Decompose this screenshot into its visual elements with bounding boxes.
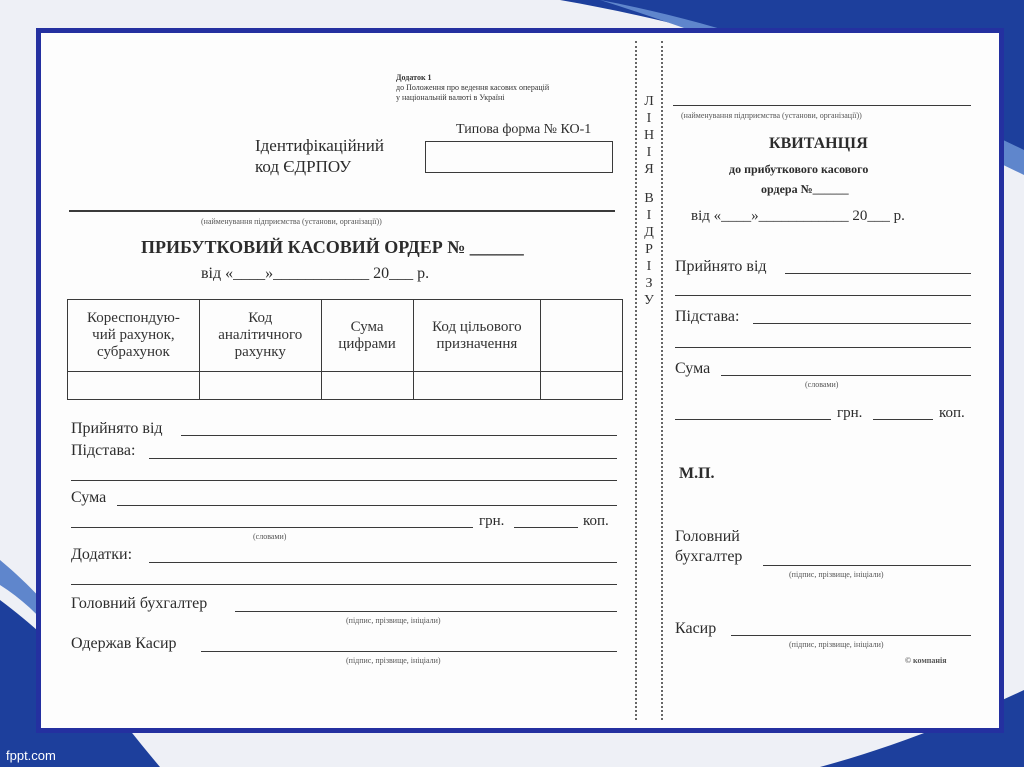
uah-label: грн. xyxy=(479,513,505,529)
receipt-received-from-line[interactable] xyxy=(785,273,971,274)
table-header-row xyxy=(68,300,623,372)
receipt-basis-line[interactable] xyxy=(753,323,971,324)
receipt-amount-line[interactable] xyxy=(721,375,971,376)
cashier-label: Одержав Касир xyxy=(71,635,177,652)
receipt-org-caption: (найменування підприємства (установи, організації)) xyxy=(681,111,862,120)
signature-caption: (підпис, прізвище, ініціали) xyxy=(346,616,441,625)
receipt-basis-label: Підстава: xyxy=(675,308,740,325)
table-cell[interactable] xyxy=(68,372,200,400)
receipt-kop-label: коп. xyxy=(939,405,965,421)
kop-label: коп. xyxy=(583,513,609,529)
table-cell[interactable] xyxy=(199,372,321,400)
receipt-in-words-caption: (словами) xyxy=(805,380,839,389)
receipt-received-from-label: Прийнято від xyxy=(675,258,767,275)
cut-line-left xyxy=(635,41,637,720)
appendix-note: Додаток 1 до Положення про ведення касових операцій у національній валюті в Україні xyxy=(396,73,550,102)
form-number-label: Типова форма № КО-1 xyxy=(456,122,592,137)
receipt-signature-caption: (підпис, прізвище, ініціали) xyxy=(789,570,884,579)
receipt-signature-caption: (підпис, прізвище, ініціали) xyxy=(789,640,884,649)
receipt-title: КВИТАНЦІЯ xyxy=(769,135,868,152)
org-name-line[interactable] xyxy=(69,210,615,212)
receipt-uah-label: грн. xyxy=(837,405,863,421)
receipt-chief-accountant-signature-line[interactable] xyxy=(763,565,971,566)
table-cell[interactable] xyxy=(321,372,413,400)
cut-line-right xyxy=(661,41,663,720)
basis-label: Підстава: xyxy=(71,442,136,459)
table-cell[interactable] xyxy=(413,372,541,400)
receipt-kop-line[interactable] xyxy=(873,419,933,420)
amount-line[interactable] xyxy=(117,505,617,506)
order-date-line: від «____»____________ 20___ р. xyxy=(201,265,430,282)
signature-caption: (підпис, прізвище, ініціали) xyxy=(346,656,441,665)
receipt-basis-line-2[interactable] xyxy=(675,347,971,348)
receipt-org-name-line[interactable] xyxy=(673,105,971,106)
table-row xyxy=(68,372,623,400)
receipt-received-from-line-2[interactable] xyxy=(675,295,971,296)
col-header-blank xyxy=(541,300,623,372)
order-title: ПРИБУТКОВИЙ КАСОВИЙ ОРДЕР № ______ xyxy=(141,237,524,257)
col-header-corr-account: Кореспондую- чий рахунок, субрахунок xyxy=(68,300,200,372)
org-name-caption: (найменування підприємства (установи, організації)) xyxy=(201,217,382,226)
col-header-amount-digits: Сума цифрами xyxy=(321,300,413,372)
accounts-table xyxy=(67,299,623,400)
edrpou-label: Ідентифікаційний код ЄДРПОУ xyxy=(255,136,384,176)
kop-line[interactable] xyxy=(514,527,578,528)
amount-label: Сума xyxy=(71,489,107,506)
in-words-caption: (словами) xyxy=(253,532,287,541)
col-header-purpose-code: Код цільового призначення xyxy=(413,300,541,372)
attachments-line-2[interactable] xyxy=(71,584,617,585)
document-frame xyxy=(36,28,1004,733)
table-cell[interactable] xyxy=(541,372,623,400)
stamp-place-label: М.П. xyxy=(679,465,715,482)
receipt-cashier-signature-line[interactable] xyxy=(731,635,971,636)
chief-accountant-label: Головний бухгалтер xyxy=(71,595,208,612)
amount-line-2[interactable] xyxy=(71,527,473,528)
chief-accountant-signature-line[interactable] xyxy=(235,611,617,612)
received-from-line[interactable] xyxy=(181,435,617,436)
attachments-label: Додатки: xyxy=(71,546,133,563)
basis-line-2[interactable] xyxy=(71,480,617,481)
col-header-analytic-code: Код аналітичного рахунку xyxy=(199,300,321,372)
basis-line[interactable] xyxy=(149,458,617,459)
receipt-date-line: від «____»____________ 20___ р. xyxy=(691,208,905,224)
receipt-chief-accountant-label: Головний бухгалтер xyxy=(675,528,743,565)
receipt-amount-label: Сума xyxy=(675,360,711,377)
received-from-label: Прийнято від xyxy=(71,420,163,437)
receipt-cashier-label: Касир xyxy=(675,620,717,637)
publisher-footnote: © компанія xyxy=(905,656,947,665)
cut-line-label: Л І Н І Я В І Д Р І З У xyxy=(643,94,655,308)
watermark-text: fppt.com xyxy=(6,748,56,763)
cashier-signature-line[interactable] xyxy=(201,651,617,652)
attachments-line[interactable] xyxy=(149,562,617,563)
receipt-subtitle: до прибуткового касового ордера №______ xyxy=(729,162,869,196)
edrpou-code-field[interactable] xyxy=(425,141,613,173)
receipt-uah-line[interactable] xyxy=(675,419,831,420)
